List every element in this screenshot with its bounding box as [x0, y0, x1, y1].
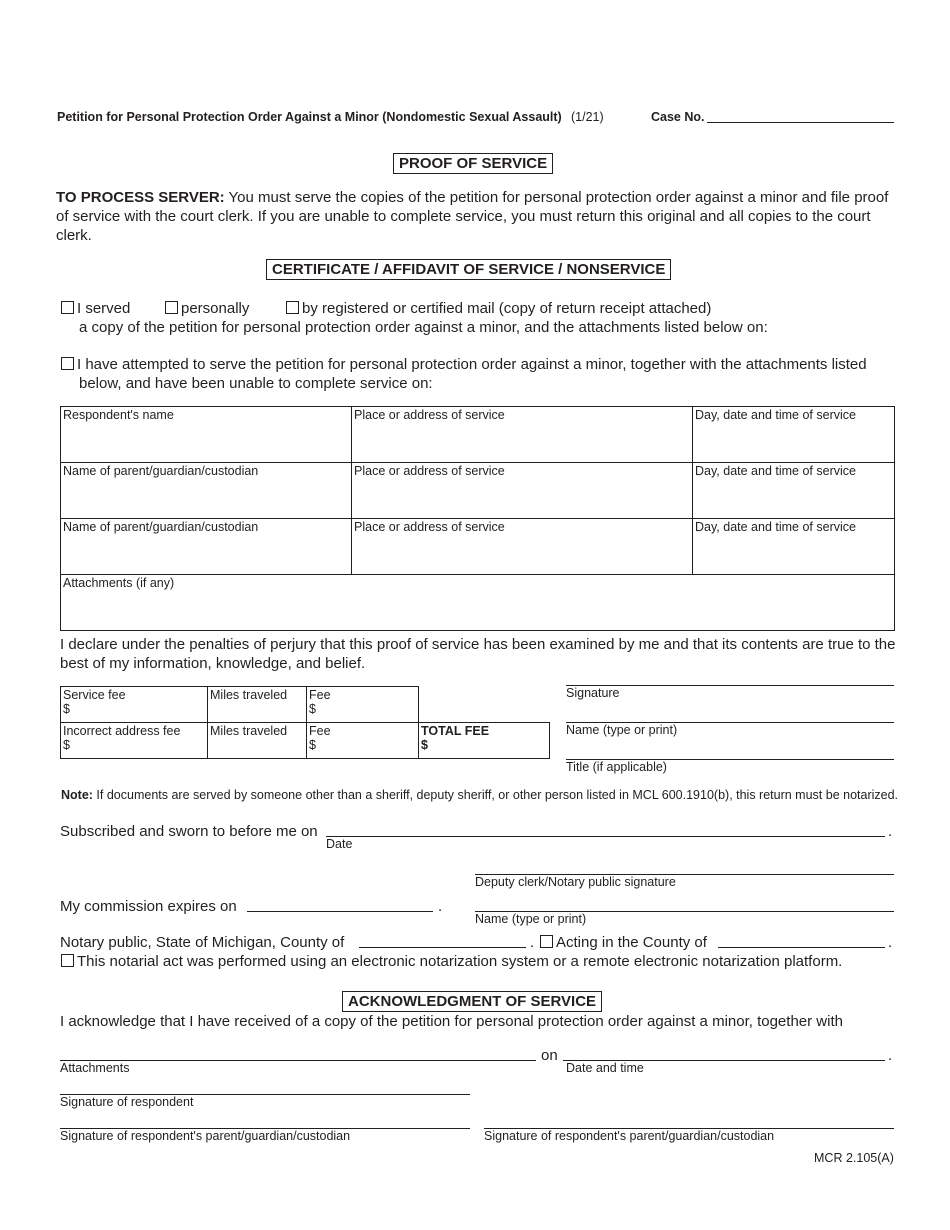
option-personally[interactable]	[165, 300, 249, 317]
notary-name-label: Name (type or print)	[475, 912, 587, 926]
parent-name-cell[interactable]: Name of parent/guardian/custodian	[61, 463, 352, 519]
name-label: Name (type or print)	[566, 723, 678, 737]
checkbox-attempted[interactable]	[61, 357, 74, 370]
instructions-text: You must serve the copies of the petition for personal protection order against a minor and file proof of service with the court clerk. If you are unable to complete service, you must return this original and all copies to the court clerk.	[56, 189, 889, 244]
miles-cell[interactable]: Miles traveled	[208, 687, 307, 723]
form-title: Petition for Personal Protection Order Against a Minor (Nondomestic Sexual Assault)	[57, 110, 562, 124]
checkbox-personally[interactable]	[165, 301, 178, 314]
county-label: Notary public, State of Michigan, County of	[60, 934, 345, 951]
parent-signature-label-1: Signature of respondent's parent/guardian/custodian	[60, 1129, 351, 1143]
fee-table	[60, 686, 550, 759]
attachments-field[interactable]	[60, 1060, 536, 1061]
time-cell[interactable]: Day, date and time of service	[693, 407, 895, 463]
case-no-field[interactable]	[707, 122, 894, 123]
on-label: on	[541, 1047, 558, 1064]
form-number: MCR 2.105(A)	[814, 1151, 894, 1165]
incorrect-fee-cell[interactable]: Incorrect address fee $	[61, 723, 208, 759]
mail-label: by registered or certified mail (copy of return receipt attached)	[302, 300, 712, 317]
title-label: Title (if applicable)	[566, 760, 667, 774]
attempted-line2: below, and have been unable to complete service on:	[79, 375, 433, 392]
parent-name-cell[interactable]: Name of parent/guardian/custodian	[61, 519, 352, 575]
signature-label: Signature	[566, 686, 620, 700]
checkbox-served[interactable]	[61, 301, 74, 314]
period: .	[888, 823, 893, 840]
electronic-label: This notarial act was performed using an electronic notarization system or a remote electronic notarization platform.	[77, 953, 843, 970]
attempted-line1: I have attempted to serve the petition for personal protection order against a minor, together with the attachments listed	[77, 356, 867, 373]
parent-signature-label-2: Signature of respondent's parent/guardian/custodian	[484, 1129, 775, 1143]
acting-county-field[interactable]	[718, 947, 885, 948]
proof-of-service-title: PROOF OF SERVICE	[393, 153, 553, 174]
checkbox-electronic[interactable]	[61, 954, 74, 967]
table-row	[61, 687, 550, 723]
date-label: Date	[326, 837, 353, 851]
date-time-label: Date and time	[566, 1061, 644, 1075]
total-fee-cell[interactable]: TOTAL FEE $	[419, 723, 550, 759]
place-cell[interactable]: Place or address of service	[352, 519, 693, 575]
table-row	[61, 723, 550, 759]
fee-cell[interactable]: Fee $	[307, 687, 419, 723]
period: .	[888, 934, 893, 951]
table-row	[61, 519, 895, 575]
service-table	[60, 406, 895, 631]
checkbox-acting[interactable]	[540, 935, 553, 948]
county-field[interactable]	[359, 947, 526, 948]
deputy-signature-label: Deputy clerk/Notary public signature	[475, 875, 676, 889]
option-mail[interactable]	[286, 300, 711, 317]
acting-label: Acting in the County of	[556, 934, 707, 951]
time-cell[interactable]: Day, date and time of service	[693, 463, 895, 519]
blank-cell	[419, 687, 550, 723]
subscribed-label: Subscribed and sworn to before me on	[60, 823, 318, 840]
table-row	[61, 575, 895, 631]
process-server-instructions	[56, 188, 896, 245]
acknowledgment-title: ACKNOWLEDGMENT OF SERVICE	[342, 991, 602, 1012]
period: .	[530, 934, 535, 951]
case-no-label: Case No.	[651, 110, 705, 124]
instructions-lead: TO PROCESS SERVER:	[56, 189, 225, 206]
respondent-name-cell[interactable]: Respondent's name	[61, 407, 352, 463]
form-revision: (1/21)	[571, 110, 604, 124]
notarization-note: Note: If documents are served by someone other than a sheriff, deputy sheriff, or other person listed in MCL 600.1910(b), this return must be notarized.	[61, 788, 899, 802]
service-fee-cell[interactable]: Service fee $	[61, 687, 208, 723]
option-acting[interactable]	[540, 934, 707, 951]
subscribed-date-field[interactable]	[326, 836, 885, 837]
option-served[interactable]	[61, 300, 130, 317]
commission-label: My commission expires on	[60, 898, 237, 915]
table-row	[61, 407, 895, 463]
acknowledgment-text: I acknowledge that I have received of a copy of the petition for personal protection order against a minor, together with	[60, 1013, 843, 1030]
certificate-title: CERTIFICATE / AFFIDAVIT OF SERVICE / NONSERVICE	[266, 259, 671, 280]
commission-date-field[interactable]	[247, 911, 433, 912]
served-label: I served	[77, 300, 131, 317]
attachments-label: Attachments	[60, 1061, 130, 1075]
option-electronic[interactable]	[61, 953, 842, 970]
respondent-signature-label: Signature of respondent	[60, 1095, 194, 1109]
checkbox-mail[interactable]	[286, 301, 299, 314]
period: .	[888, 1047, 893, 1064]
perjury-declaration: I declare under the penalties of perjury that this proof of service has been examined by me and that its contents are true to the best of my information, knowledge, and belief.	[60, 636, 896, 672]
attachments-cell[interactable]: Attachments (if any)	[61, 575, 895, 631]
table-row	[61, 463, 895, 519]
fee-cell[interactable]: Fee $	[307, 723, 419, 759]
time-cell[interactable]: Day, date and time of service	[693, 519, 895, 575]
option-attempted[interactable]	[61, 356, 867, 373]
place-cell[interactable]: Place or address of service	[352, 463, 693, 519]
served-text: a copy of the petition for personal protection order against a minor, and the attachments listed below on:	[79, 319, 768, 336]
personally-label: personally	[181, 300, 250, 317]
miles-cell[interactable]: Miles traveled	[208, 723, 307, 759]
period: .	[438, 898, 443, 915]
place-cell[interactable]: Place or address of service	[352, 407, 693, 463]
